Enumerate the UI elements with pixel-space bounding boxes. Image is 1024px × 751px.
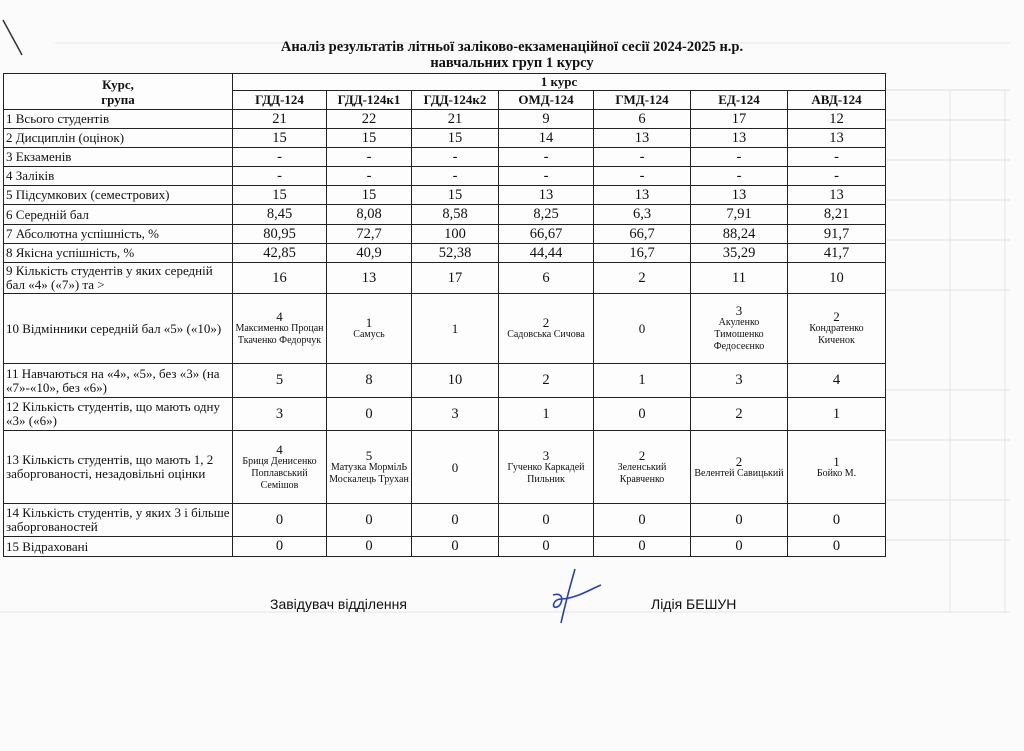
row-label: 4 Заліків xyxy=(4,167,233,186)
row-label: 1 Всього студентів xyxy=(4,110,233,129)
table-row xyxy=(4,431,886,504)
value-cell: 0 xyxy=(499,537,594,557)
table-row xyxy=(4,244,886,263)
value-cell: 2 xyxy=(594,263,691,294)
value-cell: - xyxy=(788,167,886,186)
student-names: Бойко М. xyxy=(816,467,857,479)
value-cell: 16,7 xyxy=(594,244,691,263)
table-row xyxy=(4,364,886,398)
value-cell: 66,67 xyxy=(499,225,594,244)
table-row xyxy=(4,537,886,557)
value-cell: 0 xyxy=(327,537,412,557)
value-cell: 0 xyxy=(412,537,499,557)
value-cell: 0 xyxy=(499,504,594,537)
results-body xyxy=(4,110,886,557)
value-cell: - xyxy=(233,167,327,186)
value-cell: - xyxy=(412,167,499,186)
table-row xyxy=(4,263,886,294)
cell-count: 0 xyxy=(451,459,459,475)
value-cell: 10 xyxy=(788,263,886,294)
value-cell: - xyxy=(594,148,691,167)
group-header-4: ОМД-124 xyxy=(499,91,594,110)
group-header-1: ГДД-124 xyxy=(233,91,327,110)
value-cell: - xyxy=(691,167,788,186)
cell-count: 3 xyxy=(542,447,550,463)
cell-count: 2 xyxy=(542,315,550,330)
cell-count: 3 xyxy=(735,303,743,318)
signature-position: Завідувач відділення xyxy=(270,596,407,612)
value-cell: 6 xyxy=(594,110,691,129)
table-row xyxy=(4,205,886,225)
value-cell: 8,58 xyxy=(412,205,499,225)
row-label: 12 Кількість студентів, що мають одну «3» («6») xyxy=(4,398,233,431)
value-cell: 13 xyxy=(788,186,886,205)
table-row xyxy=(4,294,886,364)
value-cell: 13 xyxy=(691,186,788,205)
value-cell xyxy=(499,294,594,364)
value-cell: 8 xyxy=(327,364,412,398)
value-cell xyxy=(233,431,327,504)
row-label: 3 Екзаменів xyxy=(4,148,233,167)
student-names: Велентей Савицький xyxy=(694,467,784,479)
value-cell: 1 xyxy=(788,398,886,431)
value-cell: 8,25 xyxy=(499,205,594,225)
table-row xyxy=(4,504,886,537)
value-cell: 8,45 xyxy=(233,205,327,225)
course-header: 1 курс xyxy=(233,74,886,91)
value-cell: 0 xyxy=(233,537,327,557)
value-cell: 0 xyxy=(594,537,691,557)
value-cell: - xyxy=(327,167,412,186)
student-names: Садовська Сичова xyxy=(507,329,585,340)
student-names: Бриця Денисенко Поплавський Семішов xyxy=(242,455,317,491)
value-cell: 0 xyxy=(788,537,886,557)
value-cell: 16 xyxy=(233,263,327,294)
student-names: Зеленський Кравченко xyxy=(617,461,667,485)
value-cell: - xyxy=(499,148,594,167)
value-cell: 5 xyxy=(233,364,327,398)
student-names: Гученко Каркадей Пильник xyxy=(507,461,585,485)
value-cell: 2 xyxy=(691,398,788,431)
value-cell: 8,21 xyxy=(788,205,886,225)
value-cell: 2 xyxy=(499,364,594,398)
value-cell: 44,44 xyxy=(499,244,594,263)
value-cell xyxy=(233,294,327,364)
group-header-7: АВД-124 xyxy=(788,91,886,110)
table-row xyxy=(4,148,886,167)
row-label: 8 Якісна успішність, % xyxy=(4,244,233,263)
value-cell: 41,7 xyxy=(788,244,886,263)
value-cell: 1 xyxy=(594,364,691,398)
value-cell xyxy=(412,431,499,504)
value-cell: 66,7 xyxy=(594,225,691,244)
row-label: 2 Дисциплін (оцінок) xyxy=(4,129,233,148)
value-cell: 0 xyxy=(594,398,691,431)
group-header-2: ГДД-124к1 xyxy=(327,91,412,110)
student-names: Акуленко Тимошенко Федосеєнко xyxy=(713,317,765,352)
row-label: 6 Середній бал xyxy=(4,205,233,225)
value-cell: 6 xyxy=(499,263,594,294)
value-cell: 8,08 xyxy=(327,205,412,225)
value-cell: 0 xyxy=(412,504,499,537)
value-cell: 15 xyxy=(412,186,499,205)
row-label: 9 Кількість студентів у яких середній бал «4» («7») та > xyxy=(4,263,233,294)
value-cell: - xyxy=(327,148,412,167)
value-cell: 17 xyxy=(412,263,499,294)
value-cell: 0 xyxy=(691,537,788,557)
value-cell: 22 xyxy=(327,110,412,129)
value-cell xyxy=(691,294,788,364)
value-cell: 4 xyxy=(788,364,886,398)
student-names: Кондратенко Киченок xyxy=(809,323,864,346)
value-cell: 40,9 xyxy=(327,244,412,263)
value-cell: 13 xyxy=(327,263,412,294)
handwritten-signature xyxy=(535,565,605,633)
value-cell: 35,29 xyxy=(691,244,788,263)
row-label: 5 Підсумкових (семестрових) xyxy=(4,186,233,205)
results-table xyxy=(3,73,886,557)
value-cell: 0 xyxy=(327,398,412,431)
value-cell: 13 xyxy=(594,129,691,148)
report-subtitle: навчальних груп 1 курсу xyxy=(430,55,594,71)
value-cell: 7,91 xyxy=(691,205,788,225)
cell-count: 4 xyxy=(276,309,283,324)
value-cell: - xyxy=(691,148,788,167)
value-cell xyxy=(594,431,691,504)
value-cell: 14 xyxy=(499,129,594,148)
value-cell: - xyxy=(594,167,691,186)
cell-count: 0 xyxy=(638,321,646,336)
value-cell xyxy=(499,431,594,504)
value-cell: 15 xyxy=(412,129,499,148)
row-label: 7 Абсолютна успішність, % xyxy=(4,225,233,244)
value-cell: 13 xyxy=(499,186,594,205)
value-cell: 21 xyxy=(412,110,499,129)
value-cell: 0 xyxy=(594,504,691,537)
signature-name: Лідія БЕШУН xyxy=(651,596,737,612)
table-row xyxy=(4,186,886,205)
cell-count: 2 xyxy=(638,447,646,463)
group-header-6: ЕД-124 xyxy=(691,91,788,110)
student-names: Самусь xyxy=(353,329,385,340)
value-cell: 3 xyxy=(233,398,327,431)
value-cell: 100 xyxy=(412,225,499,244)
group-header-5: ГМД-124 xyxy=(594,91,691,110)
value-cell: 42,85 xyxy=(233,244,327,263)
value-cell: 0 xyxy=(327,504,412,537)
value-cell: 13 xyxy=(691,129,788,148)
group-header-3: ГДД-124к2 xyxy=(412,91,499,110)
row-label: 15 Відраховані xyxy=(4,537,233,557)
value-cell: 0 xyxy=(233,504,327,537)
value-cell xyxy=(327,294,412,364)
cell-count: 1 xyxy=(451,321,459,336)
value-cell: - xyxy=(499,167,594,186)
row-label: 13 Кількість студентів, що мають 1, 2 заборгованості, незадовільні оцінки xyxy=(4,431,233,504)
value-cell xyxy=(327,431,412,504)
value-cell: - xyxy=(412,148,499,167)
value-cell: 15 xyxy=(327,186,412,205)
value-cell: 15 xyxy=(327,129,412,148)
value-cell: 80,95 xyxy=(233,225,327,244)
value-cell: - xyxy=(788,148,886,167)
value-cell xyxy=(412,294,499,364)
cell-count: 1 xyxy=(365,315,373,330)
cell-count: 5 xyxy=(365,447,373,463)
value-cell xyxy=(691,431,788,504)
value-cell xyxy=(788,294,886,364)
value-cell: 12 xyxy=(788,110,886,129)
cell-count: 2 xyxy=(833,309,840,324)
value-cell: 52,38 xyxy=(412,244,499,263)
cell-count: 1 xyxy=(833,453,840,469)
value-cell: 72,7 xyxy=(327,225,412,244)
cell-count: 4 xyxy=(276,441,283,457)
table-row xyxy=(4,398,886,431)
value-cell xyxy=(788,431,886,504)
value-cell: 10 xyxy=(412,364,499,398)
value-cell: 21 xyxy=(233,110,327,129)
value-cell xyxy=(594,294,691,364)
value-cell: 13 xyxy=(594,186,691,205)
student-names: Матузка МормілЬ Москалець Трухан xyxy=(329,461,409,485)
table-row xyxy=(4,225,886,244)
table-row xyxy=(4,110,886,129)
value-cell: 9 xyxy=(499,110,594,129)
value-cell: 1 xyxy=(499,398,594,431)
corner-header: Курс, група xyxy=(4,74,233,110)
value-cell: 88,24 xyxy=(691,225,788,244)
row-label: 10 Відмінники середній бал «5» («10») xyxy=(4,294,233,364)
value-cell: 15 xyxy=(233,129,327,148)
table-row xyxy=(4,167,886,186)
report-title: Аналіз результатів літньої заліково-екзаменаційної сесії 2024-2025 н.р. xyxy=(280,39,744,55)
value-cell: - xyxy=(233,148,327,167)
value-cell: 6,3 xyxy=(594,205,691,225)
value-cell: 17 xyxy=(691,110,788,129)
value-cell: 0 xyxy=(788,504,886,537)
value-cell: 91,7 xyxy=(788,225,886,244)
student-names: Максименко Процан Ткаченко Федорчук xyxy=(235,323,324,346)
value-cell: 13 xyxy=(788,129,886,148)
value-cell: 0 xyxy=(691,504,788,537)
value-cell: 11 xyxy=(691,263,788,294)
cell-count: 2 xyxy=(735,453,743,469)
row-label: 11 Навчаються на «4», «5», без «3» (на «7»-«10», без «6») xyxy=(4,364,233,398)
value-cell: 3 xyxy=(412,398,499,431)
value-cell: 15 xyxy=(233,186,327,205)
row-label: 14 Кількість студентів, у яких 3 і більше заборгованостей xyxy=(4,504,233,537)
value-cell: 3 xyxy=(691,364,788,398)
table-row xyxy=(4,129,886,148)
